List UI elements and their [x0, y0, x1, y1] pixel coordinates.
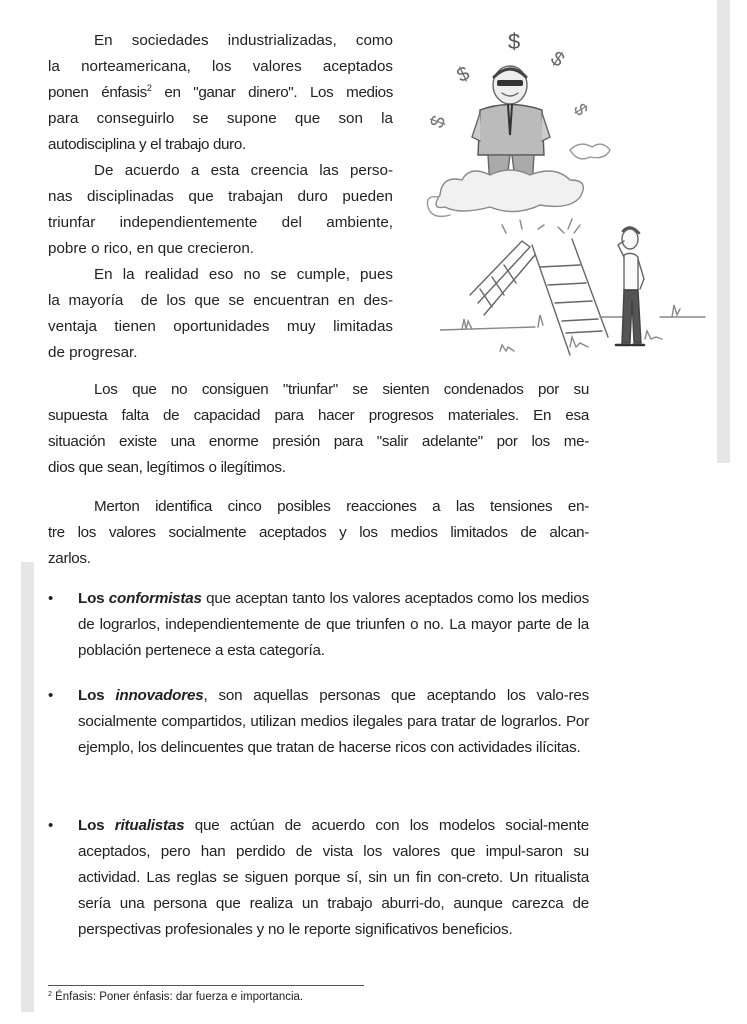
text-line — [48, 54, 393, 80]
description: que aceptan tanto los valores aceptados como los medios de lograrlos, independientemente de que triunfen o no. La mayor parte de la población pertenece a esta categoría. — [78, 590, 589, 659]
dollar-sign-icon: $ — [453, 62, 473, 88]
man-arm-down — [638, 259, 644, 289]
text-span: situación existe una enorme presión para "salir adelante" por los me- — [48, 433, 589, 450]
text-line — [48, 80, 393, 106]
text-span: tre los valores socialmente aceptados y los medios limitados de alcan- — [48, 524, 589, 541]
text-line — [48, 184, 393, 210]
text-line — [48, 429, 589, 455]
text-span: pobre o rico, en que crecieron. — [48, 240, 254, 257]
bold-text: Los — [78, 817, 115, 834]
text-span: En sociedades industrializadas, como — [94, 32, 393, 49]
ladder-rungs — [480, 265, 516, 307]
text-span: autodisciplina y el trabajo duro. — [48, 136, 246, 153]
text-span: nas disciplinadas que trabajan duro pueden — [48, 188, 393, 205]
man-pants-shape — [622, 290, 641, 343]
text-span: Los que no consiguen "triunfar" se sienten condenados por su — [94, 381, 589, 398]
bullet-icon: • — [48, 590, 54, 607]
description: que actúan de acuerdo con los modelos social-mente aceptados, pero han perdido de vista los valores que impul-saron su actividad. Las reglas se siguen porque sí, sin un fin con-creto. Un ritualista sería una persona que realiza un trabajo aburri-do, aunque carezca de perspectivas profesionales y no le reporte significativos beneficios. — [78, 817, 589, 938]
paragraph-5 — [48, 494, 589, 572]
bullet-icon: • — [48, 687, 54, 704]
description: , son aquellas personas que aceptando los valo-res socialmente compartidos, utilizan medios ilegales para tratar de lograrlos. Por ejemplo, los delincuentes que tratan de hacerse ricos con actividades ilícitas. — [78, 687, 589, 756]
text-span: en "ganar dinero". Los medios — [164, 84, 394, 101]
list-item-text — [78, 683, 589, 761]
list-item-text — [78, 813, 589, 943]
dollar-sign-icon: $ — [425, 112, 451, 131]
text-line — [48, 546, 589, 572]
text-span: la norteamericana, los valores aceptados — [48, 58, 393, 75]
broken-ladder-illustration — [440, 215, 710, 360]
footnote-ref[interactable]: 2 — [146, 83, 152, 93]
term: innovadores — [115, 687, 204, 704]
text-line — [48, 262, 393, 288]
ladder-rail — [532, 239, 608, 355]
text-span: supuesta falta de capacidad para hacer progresos materiales. En esa — [48, 407, 589, 424]
text-line — [48, 236, 393, 262]
man-head-shape — [622, 229, 638, 249]
text-span: ponen énfasis — [48, 84, 147, 101]
text-line — [48, 377, 589, 403]
text-span: dios que sean, legítimos o ilegítimos. — [48, 459, 286, 476]
text-span: de progresar. — [48, 344, 138, 361]
text-line — [48, 403, 589, 429]
text-line — [48, 340, 393, 366]
text-span: De acuerdo a esta creencia las perso- — [94, 162, 393, 179]
list-item-text — [78, 586, 589, 664]
text-span: triunfar independientemente del ambiente, — [48, 214, 393, 231]
bullet-icon: • — [48, 817, 54, 834]
grass-tufts — [462, 305, 680, 329]
text-line — [48, 520, 589, 546]
arm-shape — [472, 113, 480, 141]
text-line — [48, 28, 393, 54]
ladder-rungs — [540, 265, 602, 333]
text-span: En la realidad eso no se cumple, pues — [94, 266, 393, 283]
paragraph-3 — [48, 262, 393, 366]
text-span: Merton identifica cinco posibles reacciones a las tensiones en- — [94, 498, 589, 515]
text-span: zarlos. — [48, 550, 91, 567]
paragraph-4 — [48, 377, 589, 481]
term: conformistas — [108, 590, 202, 607]
footnote-text: Énfasis: Poner énfasis: dar fuerza e importancia. — [51, 991, 304, 1003]
small-cloud-shape — [570, 144, 610, 159]
arm-shape — [542, 113, 550, 141]
text-line — [48, 314, 393, 340]
text-line — [48, 132, 393, 158]
left-margin-bar — [21, 562, 34, 1012]
scroll-margin-bar — [717, 0, 730, 463]
spark-lines — [502, 219, 580, 233]
bold-text: Los — [78, 687, 116, 704]
text-line — [48, 455, 589, 481]
footnote-divider — [48, 985, 364, 986]
paragraph-1 — [48, 28, 393, 158]
text-line — [48, 158, 393, 184]
businessman-on-cloud-illustration — [420, 25, 620, 220]
text-line — [48, 106, 393, 132]
sunglasses-shape — [497, 80, 523, 86]
term: ritualistas — [114, 817, 185, 834]
dollar-sign-icon: $ — [569, 100, 593, 119]
text-span: para conseguirlo se supone que son la — [48, 110, 393, 127]
bold-text: Los — [78, 590, 109, 607]
paragraph-2 — [48, 158, 393, 262]
text-span: ventaja tienen oportunidades muy limitadas — [48, 318, 393, 335]
text-span: la mayoría de los que se encuentran en des- — [48, 292, 393, 309]
cloud-shape — [436, 170, 583, 212]
text-line — [48, 210, 393, 236]
dollar-sign-icon: $ — [508, 29, 521, 54]
footnote — [48, 989, 303, 1005]
ground-line — [440, 317, 705, 330]
text-line — [48, 288, 393, 314]
man-shirt-shape — [624, 253, 638, 290]
text-line — [48, 494, 589, 520]
dollar-sign-icon: $ — [546, 47, 569, 72]
footnote-number: 2 — [48, 991, 52, 998]
